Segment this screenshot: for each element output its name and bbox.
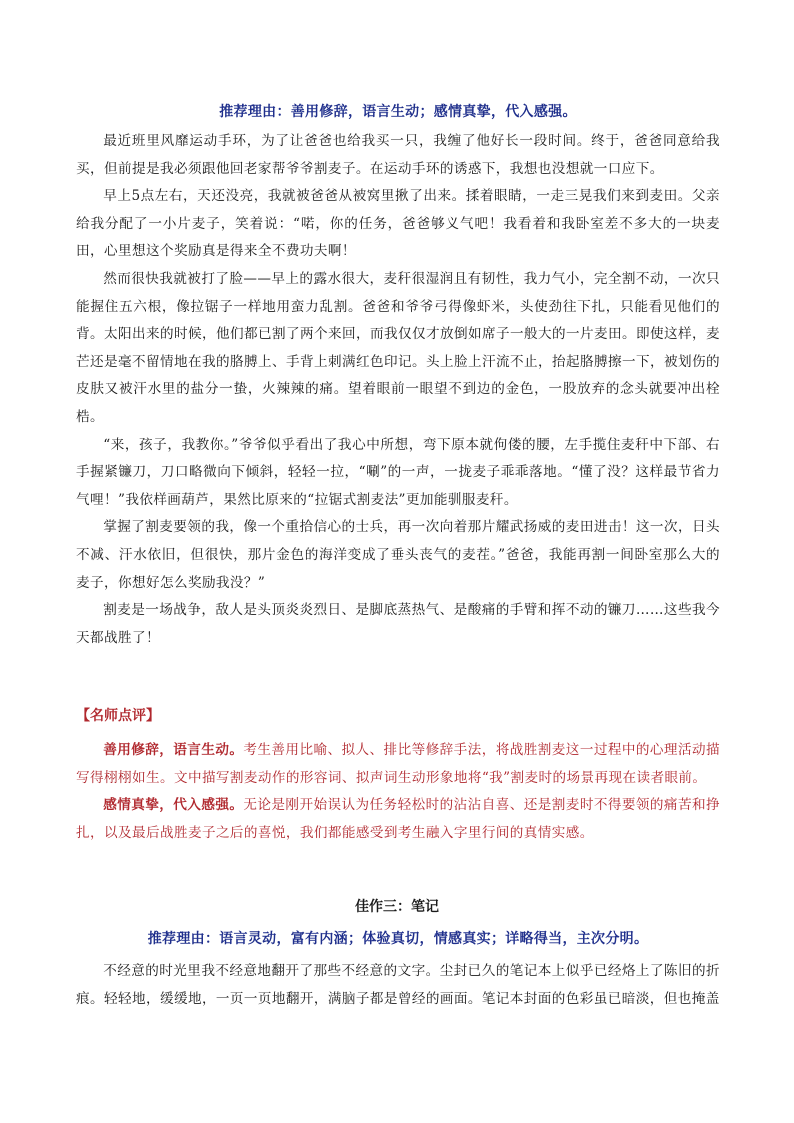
paragraph-3: 然而很快我就被打了脸——早上的露水很大，麦秆很湿润且有韧性，我力气小，完全割不动，一次只能握住五六根，像拉锯子一样地用蛮力乱割。爸爸和爷爷弓得像虾米，头使劲往下扎，只能看见他们的背。太阳出来的时候，他们都已割了两个来回，而我仅仅才放倒如席子一般大的一片麦田。即使这样，麦芒还是毫不留情地在我的胳膊上、手背上刺满红色印记。头上脸上汗流不止，抬起胳膊擦一下，被划伤的皮肤又被汗水里的盐分一蛰，火辣辣的痛。望着眼前一眼望不到边的金色，一股放弃的念头就要冲出栓梏。 (76, 270, 720, 425)
teacher-comment-heading: 【名师点评】 (76, 708, 160, 724)
comment-2-lead: 感情真挚，代入感强。 (103, 797, 244, 814)
essay-title-3: 佳作三：笔记 (355, 899, 439, 915)
comment-paragraph-1 (76, 737, 720, 792)
recommend-reason-3: 推荐理由：语言灵动，富有内涵；体验真切，情感真实；详略得当，主次分明。 (147, 931, 649, 947)
comment-paragraph-2 (76, 792, 720, 847)
comment-1-body: 考生善用比喻、拟人、排比等修辞手法，将战胜割麦这一过程中的心理活动描写得栩栩如生。文中描写割麦动作的形容词、拟声词生动形象地将“我”割麦时的场景再现在读者眼前。 (76, 742, 720, 786)
recommend-reason-2: 推荐理由：善用修辞，语言生动；感情真挚，代入感强。 (219, 104, 577, 120)
paragraph-1: 最近班里风靡运动手环，为了让爸爸也给我买一只，我缠了他好长一段时间。终于，爸爸同意给我买，但前提是我必须跟他回老家帮爷爷割麦子。在运动手环的诱惑下，我想也没想就一口应下。 (76, 133, 720, 177)
essay-body-3 (76, 958, 720, 1013)
paragraph-5: 掌握了割麦要领的我，像一个重拾信心的士兵，再一次向着那片耀武扬威的麦田进击！这一次，日头不减、汗水依旧，但很快，那片金色的海洋变成了垂头丧气的麦茬。”爸爸，我能再割一间卧室那么大的麦子，你想好怎么奖励我没？” (76, 519, 720, 591)
paragraph-2: 早上5点左右，天还没亮，我就被爸爸从被窝里揪了出来。揉着眼睛，一走三晃我们来到麦田。父亲给我分配了一小片麦子，笑着说：“喏，你的任务，爸爸够义气吧！我看着和我卧室差不多大的一块麦田，心里想这个奖励真是得来全不费功夫啊！ (76, 188, 720, 260)
paragraph-6: 割麦是一场战争，敌人是头顶炎炎烈日、是脚底蒸热气、是酸痛的手臂和挥不动的镰刀……这些我今天都战胜了！ (76, 602, 720, 646)
paragraph-4: “来，孩子，我教你。”爷爷似乎看出了我心中所想，弯下原本就佝偻的腰，左手揽住麦秆中下部、右手握紧镰刀，刀口略微向下倾斜，轻轻一拉，“唰”的一声，一拢麦子乖乖落地。“懂了没？这样最节省力气哩！”我依样画葫芦，果然比原来的“拉锯式割麦法”更加能驯服麦秆。 (76, 436, 720, 508)
essay-body-2 (76, 128, 720, 652)
comment-1-lead: 善用修辞，语言生动。 (103, 742, 244, 758)
teacher-comment (76, 737, 720, 847)
paragraph-3-1: 不经意的时光里我不经意地翻开了那些不经意的文字。尘封已久的笔记本上似乎已经烙上了陈旧的折痕。轻轻地，缓缓地，一页一页地翻开，满脑子都是曾经的画面。笔记本封面的色彩虽已暗淡，但也掩盖 (76, 963, 720, 1007)
comment-2-body: 无论是刚开始误认为任务轻松时的沾沾自喜、还是割麦时不得要领的痛苦和挣扎，以及最后战胜麦子之后的喜悦，我们都能感受到考生融入字里行间的真情实感。 (76, 797, 720, 841)
